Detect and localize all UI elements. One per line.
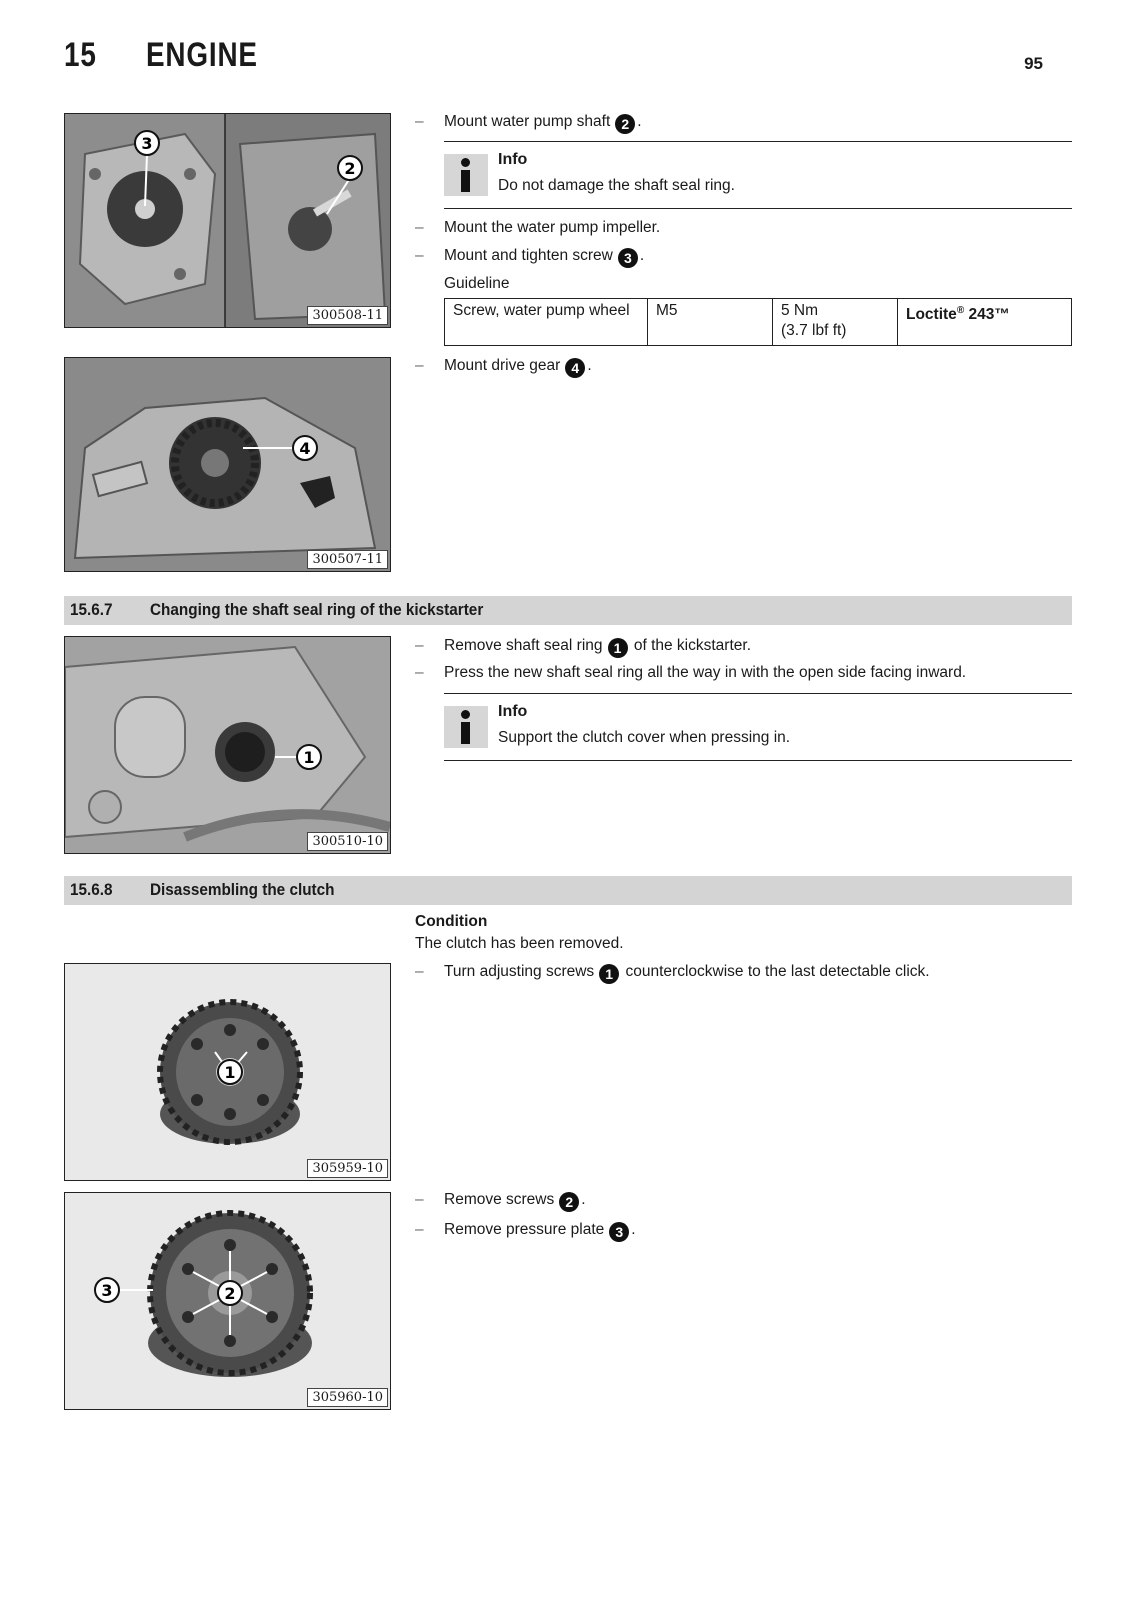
spec-part: Screw, water pump wheel [445,299,648,346]
figure-code: 305959-10 [307,1159,388,1178]
section-title: Changing the shaft seal ring of the kickstarter [150,600,484,619]
page-number: 95 [1024,54,1043,73]
section-heading-15-6-7 [64,596,1072,625]
figure-callout-2: 2 [224,1284,236,1303]
torque-spec-table [444,298,1072,346]
figure-water-pump-shaft [64,113,391,328]
figure-water-pump-shaft-photo [65,114,390,327]
info-text: Support the clutch cover when pressing in. [498,729,791,746]
section-heading-15-6-8 [64,876,1072,905]
figure-clutch-adjusting-screws-photo [65,964,390,1180]
step-tighten-screw: – Mount and tighten screw 3 . [415,247,645,266]
table-row [445,299,1072,346]
condition-label: Condition [415,913,488,930]
info-icon [444,706,488,748]
callout-badge: 3 [618,248,638,268]
figure-kickstarter-seal [64,636,391,854]
callout-badge: 2 [559,1192,579,1212]
step-turn-adjusting-screws: – Turn adjusting screws 1 counterclockwise to the last detectable click. [415,963,930,982]
figure-clutch-pressure-plate-photo [65,1193,390,1409]
chapter-title: ENGINE [146,36,258,74]
callout-badge: 4 [565,358,585,378]
figure-drive-gear-photo [65,358,390,571]
figure-clutch-adjusting-screws [64,963,391,1181]
section-number: 15.6.8 [70,880,113,899]
figure-code: 300510-10 [307,832,388,851]
figure-code: 300507-11 [307,550,388,569]
info-box [444,141,1072,209]
figure-callout-3: 3 [101,1281,113,1300]
figure-code: 305960-10 [307,1388,388,1407]
figure-callout-1: 1 [224,1063,236,1082]
info-icon [444,154,488,196]
callout-badge: 1 [608,638,628,658]
figure-callout-3: 3 [141,134,153,153]
figure-clutch-pressure-plate [64,1192,391,1410]
figure-drive-gear [64,357,391,572]
callout-badge: 1 [599,964,619,984]
callout-badge: 2 [615,114,635,134]
figure-callout-4: 4 [299,439,311,458]
condition-text: The clutch has been removed. [415,935,624,952]
step-remove-pressure-plate: – Remove pressure plate 3 . [415,1221,636,1240]
info-box [444,693,1072,761]
spec-thread: M5 [648,299,773,346]
step-mount-water-pump-shaft: – Mount water pump shaft 2 . [415,113,642,132]
step-mount-drive-gear: – Mount drive gear 4 . [415,357,592,376]
figure-code: 300508-11 [307,306,388,325]
guideline-label: Guideline [444,275,510,292]
figure-callout-2: 2 [344,159,356,178]
section-title: Disassembling the clutch [150,880,335,899]
chapter-number: 15 [64,36,97,74]
step-mount-impeller: – Mount the water pump impeller. [415,219,661,236]
step-press-seal-ring: – Press the new shaft seal ring all the way in with the open side facing inward. [415,664,967,681]
info-heading: Info [498,151,528,168]
info-heading: Info [498,703,528,720]
info-text: Do not damage the shaft seal ring. [498,177,735,194]
step-remove-screws: – Remove screws 2 . [415,1191,586,1210]
section-number: 15.6.7 [70,600,113,619]
spec-torque: 5 Nm (3.7 lbf ft) [773,299,898,346]
figure-kickstarter-seal-photo [65,637,390,853]
step-remove-seal-ring: – Remove shaft seal ring 1 of the kickstarter. [415,637,751,656]
callout-badge: 3 [609,1222,629,1242]
spec-adhesive: Loctite® 243™ [898,299,1072,346]
figure-callout-1: 1 [303,748,315,767]
